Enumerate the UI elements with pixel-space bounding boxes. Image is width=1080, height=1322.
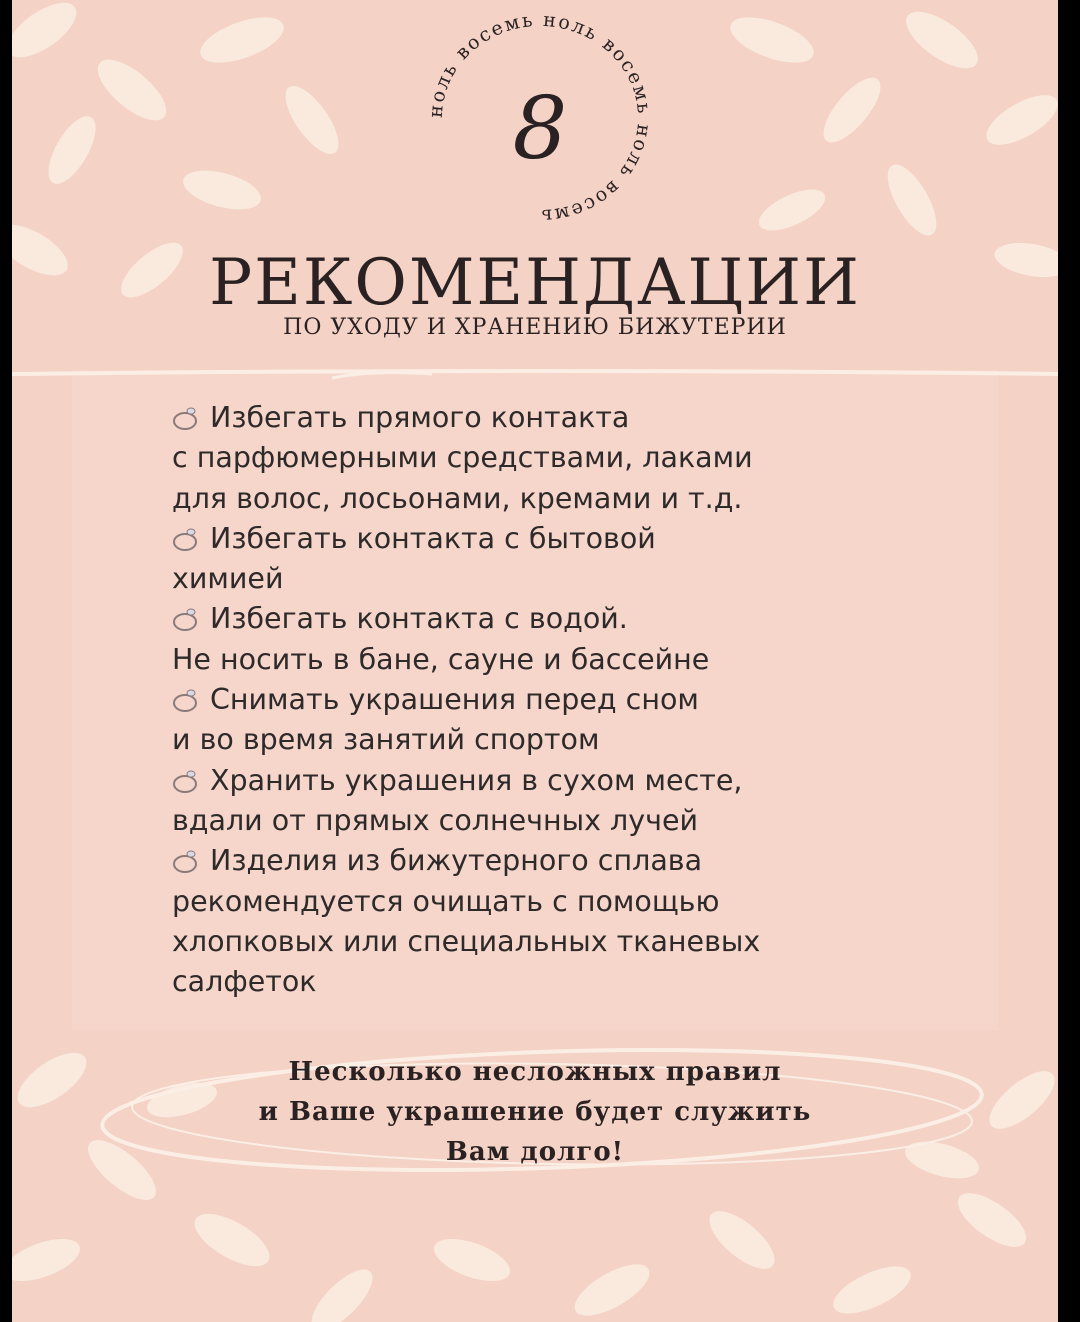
tip-line: [172, 882, 972, 922]
tip-text: Изделия из бижутерного сплава: [210, 844, 703, 878]
tip-text: рекомендуется очищать с помощью: [172, 884, 720, 918]
ring-icon: [172, 684, 202, 710]
tip-text: Избегать контакта с бытовой: [210, 521, 656, 555]
page-title: РЕКОМЕНДАЦИИ: [209, 246, 861, 320]
tip-text: с парфюмерными средствами, лаками: [172, 441, 753, 475]
tip-text: химией: [172, 562, 284, 596]
tip-text: Избегать контакта с водой.: [210, 602, 628, 636]
tip-line: [172, 599, 972, 639]
brand-monogram: 8: [512, 79, 568, 179]
divider-line: [12, 362, 1058, 386]
tip-line: [172, 559, 972, 599]
svg-text:ноль восемь ноль восемь ноль в: ноль восемь ноль восемь ноль восемь: [424, 8, 656, 228]
tip-line: [172, 519, 972, 559]
tip-line: [172, 841, 972, 881]
tip-line: [172, 922, 972, 962]
closing-line: Вам долго!: [445, 1137, 625, 1167]
tip-line: [172, 962, 972, 1002]
ring-icon: [172, 402, 202, 428]
recommendation-card: [12, 0, 1058, 1322]
tips-list: [172, 398, 972, 1002]
closing-line: Несколько несложных правил: [288, 1057, 782, 1087]
tip-text: и во время занятий спортом: [172, 723, 600, 757]
tip-line: [172, 680, 972, 720]
tip-line: [172, 640, 972, 680]
tip-text: Хранить украшения в сухом месте,: [210, 763, 743, 797]
tip-text: Не носить в бане, сауне и бассейне: [172, 642, 710, 676]
ring-icon: [172, 765, 202, 791]
tip-line: [172, 761, 972, 801]
tip-line: [172, 398, 972, 438]
tip-line: [172, 720, 972, 760]
tip-line: [172, 438, 972, 478]
tip-text: Избегать прямого контакта: [210, 401, 630, 434]
tip-line: [172, 479, 972, 519]
page-subtitle: ПО УХОДУ И ХРАНЕНИЮ БИЖУТЕРИИ: [283, 315, 787, 340]
closing-line: и Ваше украшение будет служить: [258, 1097, 812, 1127]
ring-icon: [172, 603, 202, 629]
tip-text: для волос, лосьонами, кремами и т.д.: [172, 481, 743, 515]
tip-text: Снимать украшения перед сном: [210, 683, 699, 717]
brand-logo: [400, 8, 680, 228]
ring-icon: [172, 523, 202, 549]
closing-message: [12, 1052, 1058, 1172]
content-panel: [12, 0, 1058, 1322]
tip-text: хлопковых или специальных тканевых: [172, 924, 761, 958]
ring-icon: [172, 845, 202, 871]
tip-text: салфеток: [172, 965, 317, 999]
tip-line: [172, 801, 972, 841]
tip-text: вдали от прямых солнечных лучей: [172, 803, 699, 837]
